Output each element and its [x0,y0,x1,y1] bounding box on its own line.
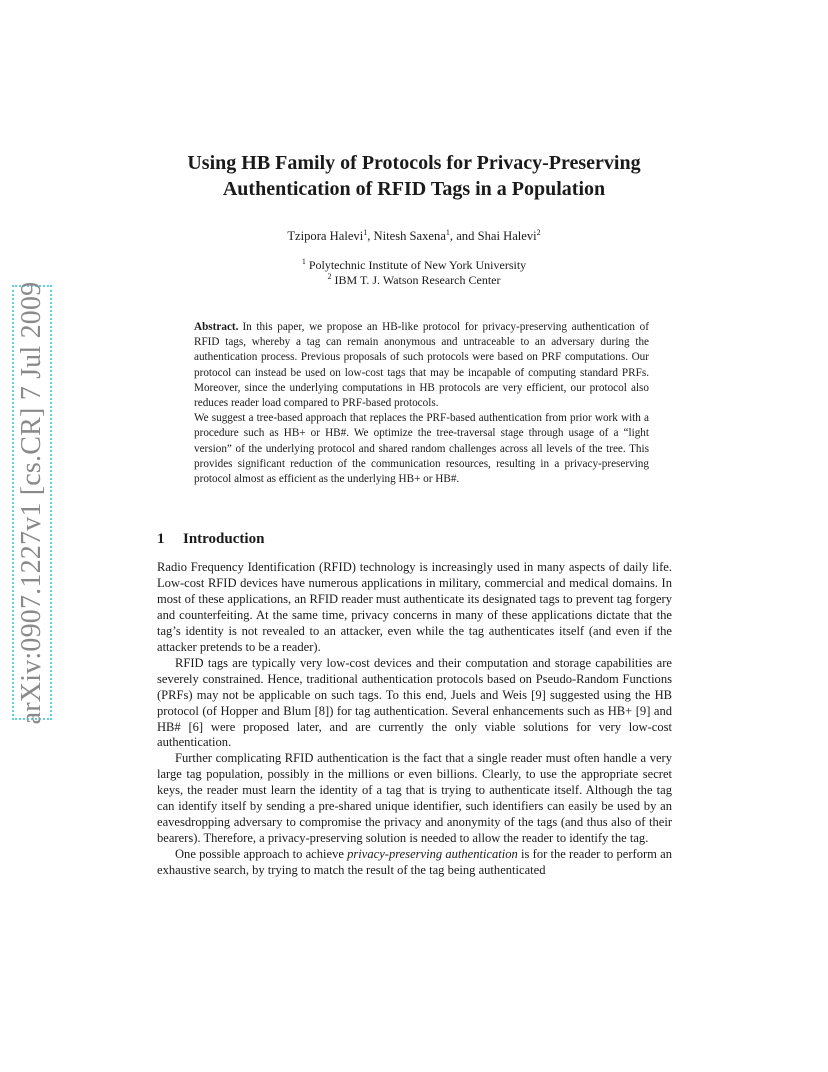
body-text-run: is for the reader to perform an exhaustive search, by trying to match the result of the tag being authenticated [157,847,672,878]
author-name: Nitesh Saxena [373,229,446,243]
body-paragraph: Radio Frequency Identification (RFID) technology is increasingly used in many aspects of daily life. Low-cost RFID devices have numerous applications in military, commercial and medical domains. In most of these applications, an RFID reader must authenticate its designated tags to prevent tag forgery and counterfeiting. At the same time, privacy concerns in many of these applications dictate that the tag’s identity is not revealed to an attacker, even while the tag authenticates itself (and even if the attacker pretends to be a reader). [157,560,672,654]
affiliation-text: IBM T. J. Watson Research Center [334,273,501,287]
arxiv-identifier: arXiv:0907.1227v1 [cs.CR] 7 Jul 2009 [16,281,47,724]
body-paragraph: Further complicating RFID authentication is the fact that a single reader must often handle a very large tag population, possibly in the millions or even billions. Clearly, to use the appropriate secret keys, the reader must learn the identity of a tag that is trying to authenticate itself. Although the tag can identify itself by sending a pre-shared unique identifier, such identifiers can easily be used by an eavesdropping adversary to compromise the privacy and anonymity of the tags (and thus also of their bearers). Therefore, a privacy-preserving solution is needed to allow the reader to identify the tag. [157,751,672,846]
author-affiliation-mark: 1 [363,227,368,237]
body-text [157,560,672,879]
author-list [120,229,708,244]
body-paragraph [157,847,672,879]
body-text-run: One possible approach to achieve [175,847,348,862]
abstract-paragraph: We suggest a tree-based approach that replaces the PRF-based authentication from prior work with a procedure such as HB+ or HB#. We optimize the tree-traversal stage through usage of a “light version” of the underlying protocol and shared random challenges across all levels of the tree. This provides significant reduction of the communication resources, resulting in a privacy-preserving protocol almost as efficient as the underlying HB+ or HB#. [194,412,649,486]
paper-title [120,150,708,202]
arxiv-stamp [12,281,52,724]
body-paragraph: RFID tags are typically very low-cost devices and their computation and storage capabilities are severely constrained. Hence, traditional authentication protocols based on Pseudo-Random Functions (PRFs) may not be applicable on such tags. To this end, Juels and Weis [9] suggested using the HB protocol (of Hopper and Blum [8]) for tag authentication. Several enhancements such as HB+ [9] and HB# [6] were proposed later, and are currently the only viable solutions for very low-cost authentication. [157,655,672,750]
abstract [194,320,649,487]
author-name: Shai Halevi [477,229,537,243]
emphasis-text: privacy-preserving authentication [347,847,518,862]
title-line-2: Authentication of RFID Tags in a Population [222,178,606,200]
section-title: Introduction [183,531,265,547]
affiliation [120,273,708,288]
abstract-label: Abstract. [194,321,239,333]
author-separator: , and [449,229,478,243]
title-line-1: Using HB Family of Protocols for Privacy-Preserving [187,152,641,174]
abstract-paragraph [194,320,649,411]
author-affiliation-mark: 2 [536,227,541,237]
affiliation [120,258,708,273]
section-number: 1 [157,531,165,547]
affiliation-mark: 1 [301,257,306,266]
author-name: Tzipora Halevi [287,229,364,243]
affiliation-text: Polytechnic Institute of New York University [308,258,527,272]
abstract-text: In this paper, we propose an HB-like protocol for privacy-preserving authentication of RFID tags, whereby a tag can remain anonymous and untraceable to an adversary during the authentication process. Previous proposals of such protocols were based on PRF computations. Our protocol can instead be used on low-cost tags that may be incapable of computing standard PRFs. Moreover, since the underlying computations in HB protocols are very efficient, our protocol also reduces reader load compared to PRF-based protocols. [194,321,649,410]
author-affiliation-mark: 1 [445,227,450,237]
affiliation-mark: 2 [327,272,332,281]
author-separator: , [367,229,374,243]
section-heading [157,531,264,548]
